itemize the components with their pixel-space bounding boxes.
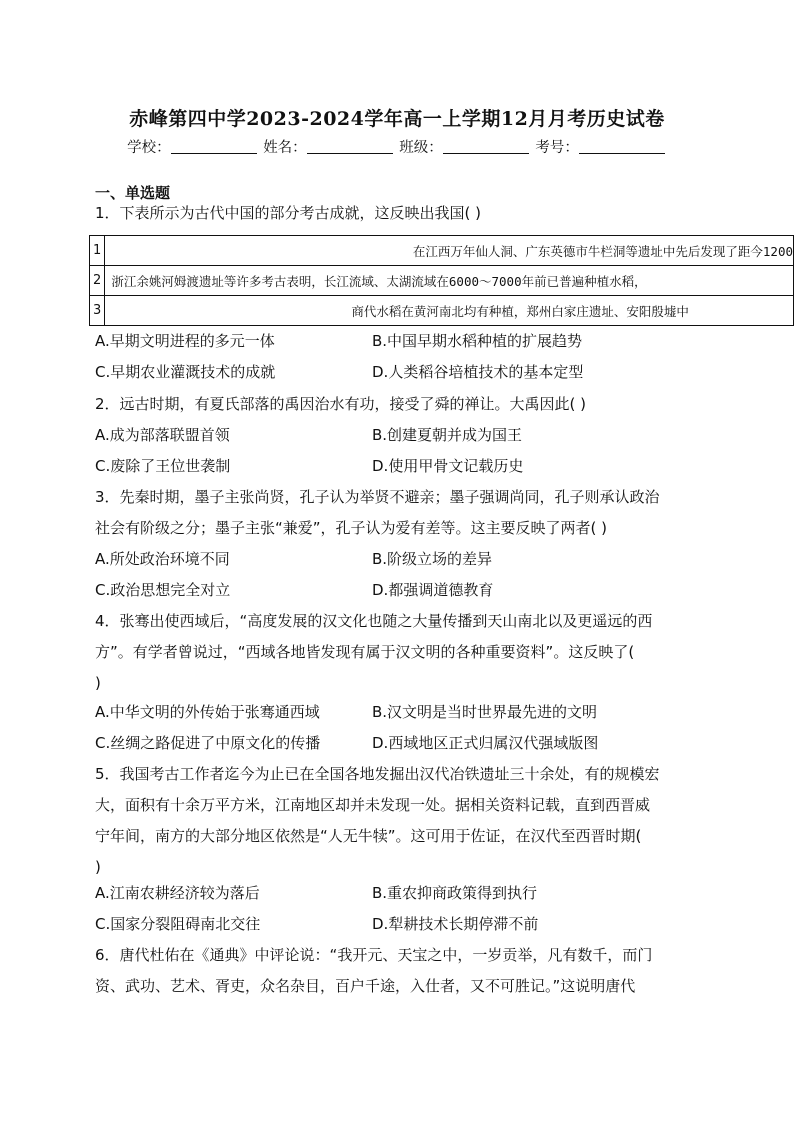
- school-blank[interactable]: [171, 139, 257, 154]
- question-4: [95, 606, 705, 699]
- option-c[interactable]: C.国家分裂阻碍南北交往: [95, 915, 261, 933]
- table-row: [90, 236, 794, 266]
- option-b[interactable]: B.汉文明是当时世界最先进的文明: [372, 703, 598, 721]
- option-row: [95, 451, 705, 482]
- row-text: [105, 296, 794, 326]
- question-2: [95, 389, 705, 420]
- question-line: 6．唐代杜佑在《通典》中评论说：“我开元、天宝之中，一岁贡举，凡有数千，而门: [95, 946, 653, 964]
- row-text-inner: 浙江余姚河姆渡遗址等许多考古表明，长江流域、太湖流域在6000～7000年前已普遍种植水稻，: [111, 273, 647, 289]
- question-line: 1．下表所示为古代中国的部分考古成就，这反映出我国( ): [95, 204, 482, 222]
- question-1: [95, 198, 705, 229]
- question-line: 社会有阶级之分；墨子主张“兼爱”，孔子认为爱有差等。这主要反映了两者( ): [95, 519, 608, 537]
- option-row: [95, 544, 705, 575]
- number-blank[interactable]: [579, 139, 665, 154]
- row-text-inner: 商代水稻在黄河南北均有种植，郑州白家庄遗址、安阳殷墟中: [351, 303, 689, 319]
- option-a[interactable]: A.江南农耕经济较为落后: [95, 884, 260, 902]
- question-3-options: [95, 544, 705, 606]
- option-a[interactable]: A.成为部落联盟首领: [95, 426, 230, 444]
- option-d[interactable]: D.都强调道德教育: [372, 581, 494, 599]
- exam-title: 赤峰第四中学2023-2024学年高一上学期12月月考历史试卷: [129, 108, 665, 130]
- question-5: [95, 759, 705, 883]
- option-row: [95, 357, 705, 388]
- option-row: [95, 728, 705, 759]
- archaeology-table: [89, 235, 794, 326]
- name-blank[interactable]: [307, 139, 393, 154]
- option-b[interactable]: B.重农抑商政策得到执行: [372, 884, 538, 902]
- option-row: [95, 575, 705, 606]
- number-label: 考号：: [535, 140, 579, 156]
- question-4-options: [95, 697, 705, 759]
- option-b[interactable]: B.中国早期水稻种植的扩展趋势: [372, 332, 583, 350]
- name-label: 姓名：: [263, 140, 307, 156]
- row-text: [105, 266, 794, 296]
- option-a[interactable]: A.中华文明的外传始于张骞通西域: [95, 703, 320, 721]
- class-blank[interactable]: [443, 139, 529, 154]
- row-text-inner: 在江西万年仙人洞、广东英德市牛栏洞等遗址中先后发现了距今1200: [412, 243, 793, 259]
- section-heading: 一、单选题: [95, 184, 171, 202]
- option-c[interactable]: C.政治思想完全对立: [95, 581, 231, 599]
- question-line: 3．先秦时期，墨子主张尚贤，孔子认为举贤不避亲；墨子强调尚同，孔子则承认政治: [95, 488, 660, 506]
- row-number: 1: [90, 236, 105, 266]
- option-row: [95, 420, 705, 451]
- question-line: 方”。有学者曾说过，“西域各地皆发现有属于汉文明的各种重要资料”。这反映了(: [95, 643, 635, 661]
- option-d[interactable]: D.使用甲骨文记载历史: [372, 457, 524, 475]
- option-c[interactable]: C.丝绸之路促进了中原文化的传播: [95, 734, 321, 752]
- table-row: [90, 266, 794, 296]
- option-d[interactable]: D.人类稻谷培植技术的基本定型: [372, 363, 584, 381]
- question-line: 大，面积有十余万平方米，江南地区却并未发现一处。据相关资料记载，直到西晋威: [95, 796, 651, 814]
- question-5-options: [95, 878, 705, 940]
- option-b[interactable]: B.阶级立场的差异: [372, 550, 493, 568]
- option-c[interactable]: C.废除了王位世袭制: [95, 457, 231, 475]
- option-row: [95, 326, 705, 357]
- question-6: [95, 940, 705, 1002]
- question-line: ): [95, 674, 101, 692]
- school-label: 学校：: [127, 140, 171, 156]
- option-row: [95, 878, 705, 909]
- table-row: [90, 296, 794, 326]
- question-3: [95, 482, 705, 544]
- question-line: 资、武功、艺术、胥吏，众名杂目，百户千途，入仕者，又不可胜记。”这说明唐代: [95, 977, 636, 995]
- option-d[interactable]: D.犁耕技术长期停滞不前: [372, 915, 539, 933]
- row-text: [105, 236, 794, 266]
- student-info-line: [0, 136, 794, 157]
- option-row: [95, 909, 705, 940]
- question-1-options: [95, 326, 705, 388]
- option-d[interactable]: D.西域地区正式归属汉代强域版图: [372, 734, 599, 752]
- option-c[interactable]: C.早期农业灌溉技术的成就: [95, 363, 276, 381]
- row-number: 3: [90, 296, 105, 326]
- row-number: 2: [90, 266, 105, 296]
- option-a[interactable]: A.所处政治环境不同: [95, 550, 230, 568]
- option-b[interactable]: B.创建夏朝并成为国王: [372, 426, 523, 444]
- question-line: 宁年间，南方的大部分地区依然是“人无牛犊”。这可用于佐证，在汉代至西晋时期(: [95, 827, 642, 845]
- question-line: ): [95, 858, 101, 876]
- question-line: 4．张骞出使西域后，“高度发展的汉文化也随之大量传播到天山南北以及更遥远的西: [95, 612, 653, 630]
- option-a[interactable]: A.早期文明进程的多元一体: [95, 332, 275, 350]
- question-2-options: [95, 420, 705, 482]
- question-line: 5．我国考古工作者迄今为止已在全国各地发掘出汉代冶铁遗址三十余处，有的规模宏: [95, 765, 660, 783]
- question-line: 2．远古时期，有夏氏部落的禹因治水有功，接受了舜的禅让。大禹因此( ): [95, 395, 587, 413]
- class-label: 班级：: [399, 140, 443, 156]
- option-row: [95, 697, 705, 728]
